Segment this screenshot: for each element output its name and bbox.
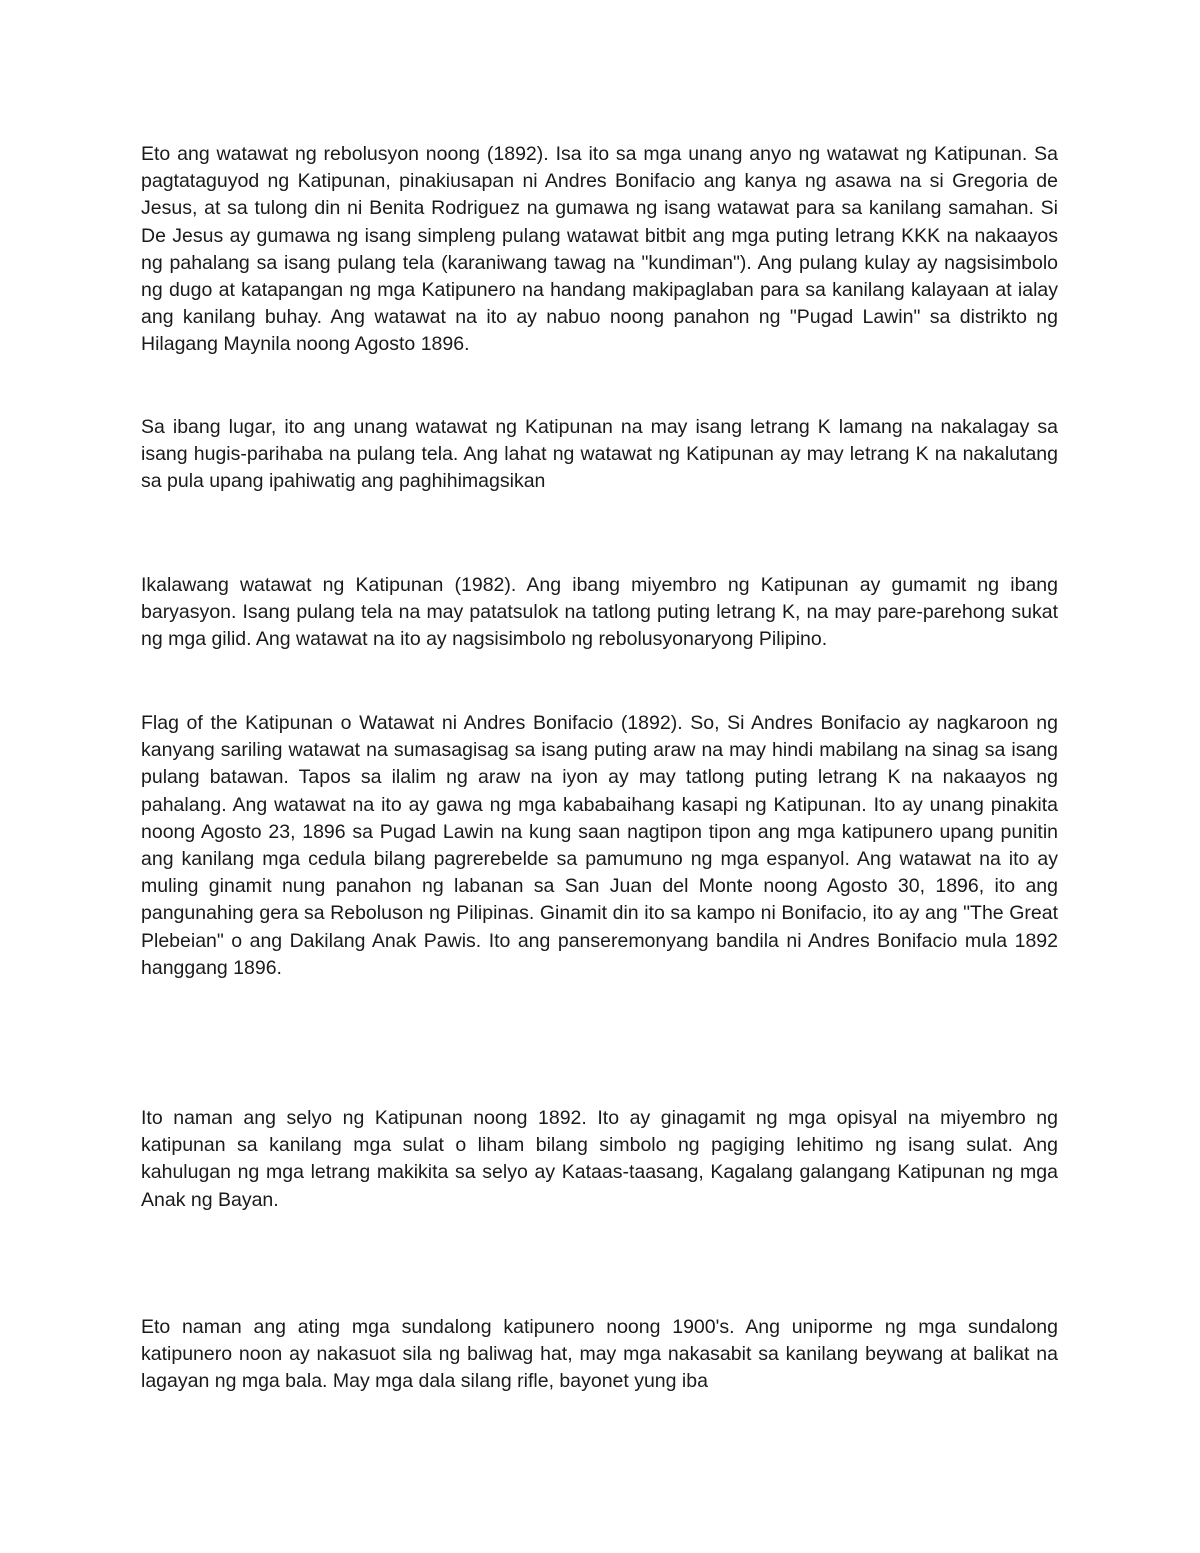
paragraph-single-k-flag: Sa ibang lugar, ito ang unang watawat ng Katipunan na may isang letrang K lamang na nakalagay sa isang hugis-parihaba na pulang tela. Ang lahat ng watawat ng Katipunan ay may letrang K na nakalutang sa pula upang ipahiwatig ang paghihimagsikan xyxy=(141,416,1058,493)
paragraph-katipunero-soldiers: Eto naman ang ating mga sundalong katipunero noong 1900's. Ang uniporme ng mga sundalong katipunero noon ay nakasuot sila ng baliwag hat, may mga nakasabit sa kanilang beywang at balikat na lagayan ng mga bala. May mga dala silang rifle, bayonet yung iba xyxy=(141,1316,1058,1393)
paragraph-bonifacio-flag: Flag of the Katipunan o Watawat ni Andres Bonifacio (1892). So, Si Andres Bonifacio ay nagkaroon ng kanyang sariling watawat na sumasagisag sa isang puting araw na may hindi mabilang na sinag sa isang pulang batawan. Tapos sa ilalim ng araw na iyon ay may tatlong puting letrang K na nakaayos ng pahalang. Ang watawat na ito ay gawa ng mga kababaihang kasapi ng Katipunan. Ito ay unang pinakita noong Agosto 23, 1896 sa Pugad Lawin na kung saan nagtipon tipon ang mga katipunero upang punitin ang kanilang mga cedula bilang pagrerebelde sa pamumuno ng mga espanyol. Ang watawat na ito ay muling ginamit nung panahon ng labanan sa San Juan del Monte noong Agosto 30, 1896, ito ang pangunahing gera sa Reboluson ng Pilipinas. Ginamit din ito sa kampo ni Bonifacio, ito ay ang "The Great Plebeian" o ang Dakilang Anak Pawis. Ito ang panseremonyang bandila ni Andres Bonifacio mula 1892 hanggang 1896. xyxy=(141,712,1058,979)
paragraph-second-flag: Ikalawang watawat ng Katipunan (1982). Ang ibang miyembro ng Katipunan ay gumamit ng ibang baryasyon. Isang pulang tela na may patatsulok na tatlong puting letrang K, na may pare-parehong sukat ng mga gilid. Ang watawat na ito ay nagsisimbolo ng rebolusyonaryong Pilipino. xyxy=(141,574,1058,651)
paragraph-revolution-flag: Eto ang watawat ng rebolusyon noong (1892). Isa ito sa mga unang anyo ng watawat ng Katipunan. Sa pagtataguyod ng Katipunan, pinakiusapan ni Andres Bonifacio ang kanya ng asawa na si Gregoria de Jesus, at sa tulong din ni Benita Rodriguez na gumawa ng isang watawat para sa kanilang samahan. Si De Jesus ay gumawa ng isang simpleng pulang watawat bitbit ang mga puting letrang KKK na nakaayos ng pahalang sa isang pulang tela (karaniwang tawag na "kundiman"). Ang pulang kulay ay nagsisimbolo ng dugo at katapangan ng mga Katipunero na handang makipaglaban para sa kanilang kalayaan at ialay ang kanilang buhay. Ang watawat na ito ay nabuo noong panahon ng "Pugad Lawin" sa distrikto ng Hilagang Maynila noong Agosto 1896. xyxy=(141,143,1058,356)
paragraph-katipunan-seal: Ito naman ang selyo ng Katipunan noong 1892. Ito ay ginagamit ng mga opisyal na miyembro ng katipunan sa kanilang mga sulat o liham bilang simbolo ng pagiging lehitimo ng isang sulat. Ang kahulugan ng mga letrang makikita sa selyo ay Kataas-taasang, Kagalang galangang Katipunan ng mga Anak ng Bayan. xyxy=(141,1107,1058,1211)
